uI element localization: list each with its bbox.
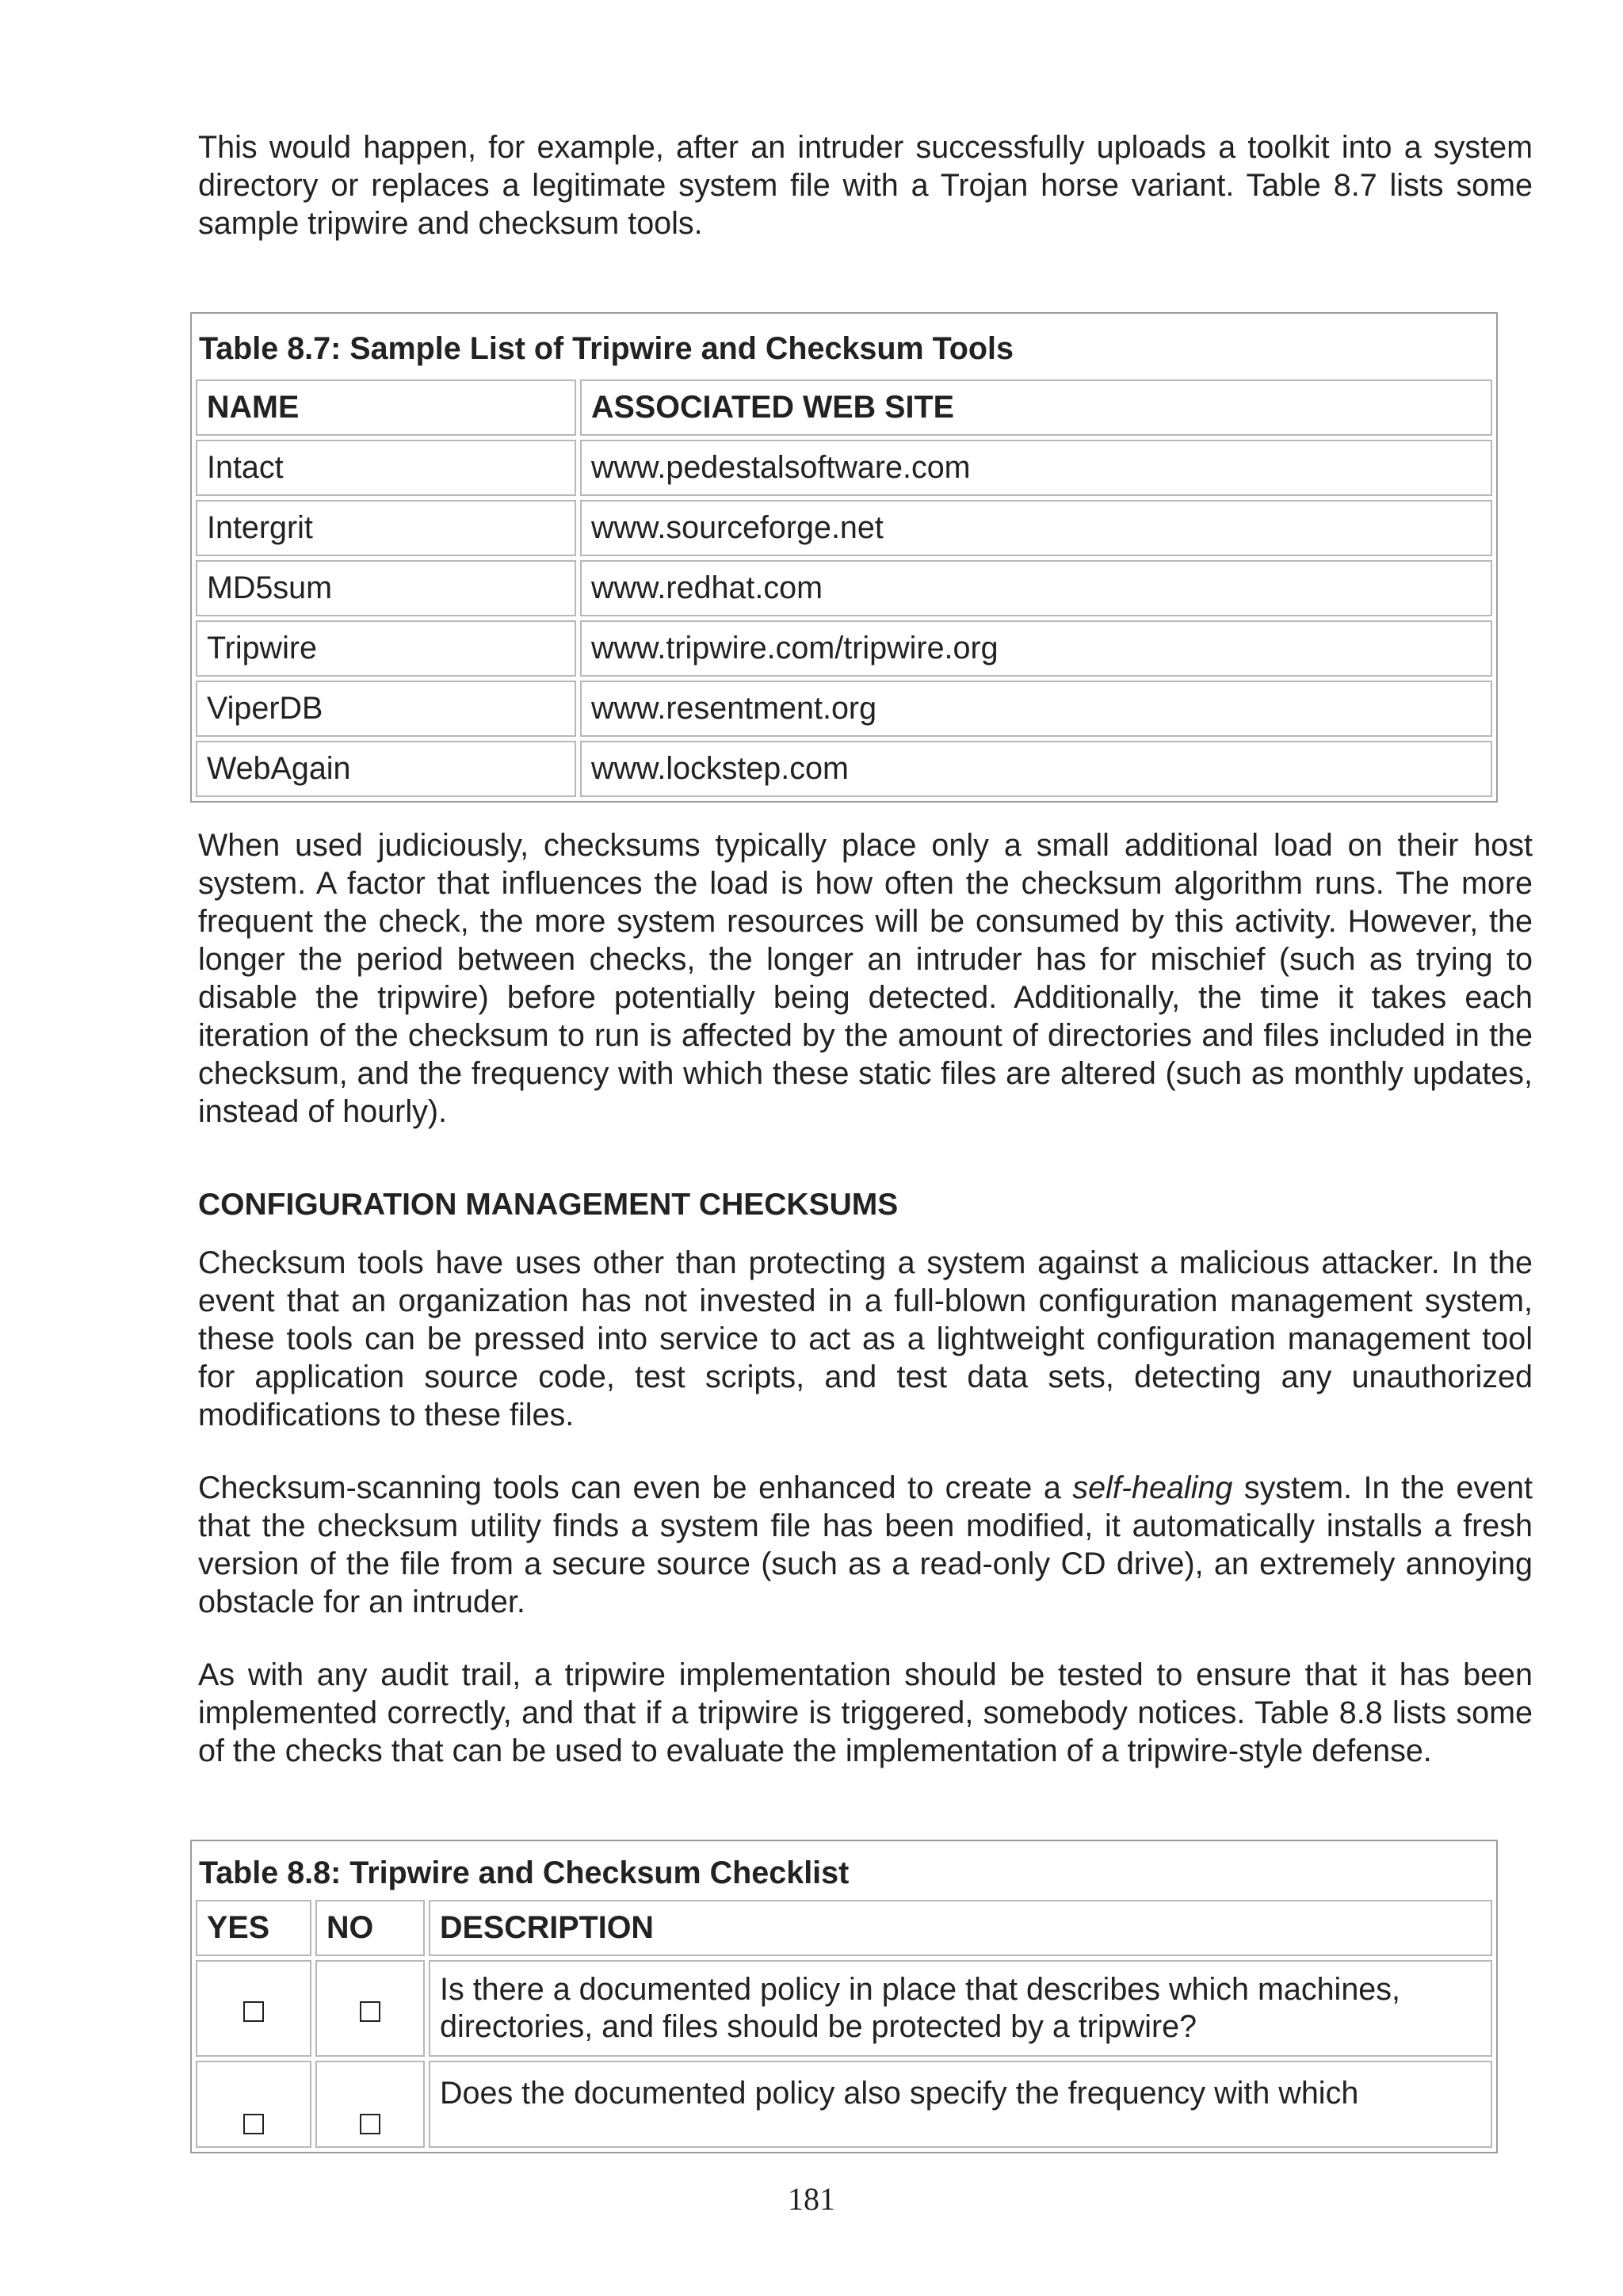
no-checkbox[interactable] <box>360 2114 380 2134</box>
config-management-paragraph: Checksum tools have uses other than protecting a system against a malicious attacker. In the event that an organization has not invested in a full-blown configuration management system, these tools can be pressed into service to act as a lightweight configuration management tool for application source code, test scripts, and test data sets, detecting any unauthorized modifications to these files. <box>198 1245 1533 1432</box>
table-row <box>196 681 1492 737</box>
self-healing-paragraph <box>198 1469 1533 1621</box>
page-number: 181 <box>788 2181 835 2217</box>
column-header-yes: YES <box>196 1900 311 1956</box>
tools-table <box>190 312 1498 803</box>
checklist-description: Is there a documented policy in place that describes which machines, directories, and files should be protected by a tripwire? <box>429 1960 1492 2057</box>
tool-web-site: www.lockstep.com <box>580 741 1492 797</box>
no-cell <box>315 2061 425 2148</box>
audit-trail-paragraph: As with any audit trail, a tripwire implementation should be tested to ensure that it has been implemented correctly, and that if a tripwire is triggered, somebody notices. Table 8.8 lists some of the checks that can be used to evaluate the implementation of a tripwire-style defense. <box>198 1657 1533 1768</box>
tool-name: Tripwire <box>196 620 576 677</box>
no-cell <box>315 1960 425 2057</box>
self-healing-text-after: system. In the event that the checksum utility finds a system file has been modified, it automatically installs a fresh version of the file from a secure source (such as a read-only CD drive), an extremely annoying obstacle for an intruder. <box>198 1470 1533 1619</box>
table-row <box>196 1960 1492 2057</box>
checklist-table <box>190 1840 1498 2153</box>
yes-checkbox[interactable] <box>243 2001 264 2022</box>
tool-name: ViperDB <box>196 681 576 737</box>
tool-web-site: www.tripwire.com/tripwire.org <box>580 620 1492 677</box>
table-row <box>196 500 1492 556</box>
yes-cell <box>196 1960 311 2057</box>
checklist-description: Does the documented policy also specify the frequency with which <box>429 2061 1492 2148</box>
self-healing-emphasis: self-healing <box>1072 1470 1233 1505</box>
yes-checkbox[interactable] <box>243 2114 264 2134</box>
column-header-web-site: ASSOCIATED WEB SITE <box>580 379 1492 436</box>
table-row <box>196 620 1492 677</box>
table-row <box>196 560 1492 616</box>
table-title: Table 8.7: Sample List of Tripwire and Checksum Tools <box>199 331 1014 366</box>
page-content <box>198 128 1533 2153</box>
table-row <box>196 741 1492 797</box>
tool-name: MD5sum <box>196 560 576 616</box>
column-header-no: NO <box>315 1900 425 1956</box>
checksum-load-paragraph: When used judiciously, checksums typically place only a small additional load on their host system. A factor that influences the load is how often the checksum algorithm runs. The more frequent the check, the more system resources will be consumed by this activity. However, the longer the period between checks, the longer an intruder has for mischief (such as trying to disable the tripwire) before potentially being detected. Additionally, the time it takes each iteration of the checksum to run is affected by the amount of directories and files included in the checksum, and the frequency with which these static files are altered (such as monthly updates, instead of hourly). <box>198 828 1533 1129</box>
table-header-row <box>196 379 1492 436</box>
tool-web-site: www.pedestalsoftware.com <box>580 440 1492 496</box>
tool-web-site: www.sourceforge.net <box>580 500 1492 556</box>
table-header-row <box>196 1900 1492 1956</box>
table-row <box>196 440 1492 496</box>
table-title: Table 8.8: Tripwire and Checksum Checklist <box>199 1855 850 1890</box>
yes-cell <box>196 2061 311 2148</box>
intro-paragraph: This would happen, for example, after an intruder successfully uploads a toolkit into a system directory or replaces a legitimate system file with a Trojan horse variant. Table 8.7 lists some sample tripwire and checksum tools. <box>198 130 1533 241</box>
tool-web-site: www.resentment.org <box>580 681 1492 737</box>
column-header-description: DESCRIPTION <box>429 1900 1492 1956</box>
no-checkbox[interactable] <box>360 2001 380 2022</box>
tool-name: Intergrit <box>196 500 576 556</box>
tool-web-site: www.redhat.com <box>580 560 1492 616</box>
tool-name: WebAgain <box>196 741 576 797</box>
column-header-name: NAME <box>196 379 576 436</box>
tool-name: Intact <box>196 440 576 496</box>
table-row <box>196 2061 1492 2148</box>
self-healing-text-before: Checksum-scanning tools can even be enhanced to create a <box>198 1470 1073 1505</box>
section-heading: CONFIGURATION MANAGEMENT CHECKSUMS <box>198 1188 899 1222</box>
